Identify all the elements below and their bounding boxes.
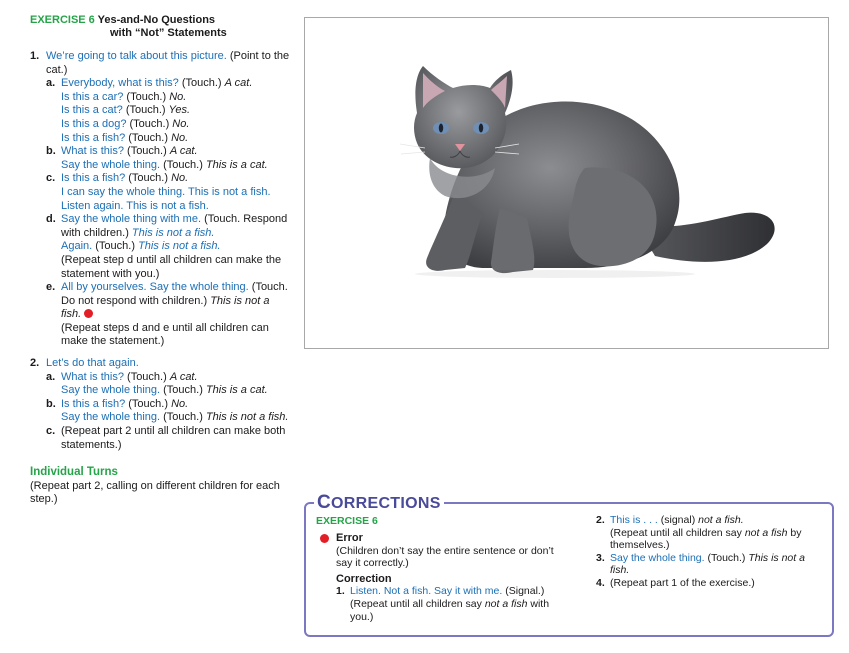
step-1c xyxy=(46,172,290,213)
exercise-title xyxy=(30,14,290,40)
step-2 xyxy=(30,357,290,452)
step-number: 1. xyxy=(30,50,40,62)
line: Is this a dog? (Touch.) No. xyxy=(61,117,190,130)
corrections-exercise-label: EXERCISE 6 xyxy=(316,515,378,527)
correction-step-3: 3. Say the whole thing. (Touch.) This is not a fish. xyxy=(596,551,805,577)
line: Is this a fish? (Touch.) No. xyxy=(61,172,189,185)
step-2b xyxy=(46,398,290,425)
correction-heading: Correction xyxy=(336,572,392,585)
step-1a xyxy=(46,77,290,145)
sub-letter: a. xyxy=(46,370,56,383)
corrections-column-right xyxy=(596,514,824,590)
line: Is this a fish? (Touch.) No. xyxy=(61,397,189,410)
line: Listen again. This is not a fish. xyxy=(61,199,209,212)
instruction-text: (Point to the cat.) xyxy=(46,50,290,76)
left-column xyxy=(30,14,290,507)
correction-step-1: 1. Listen. Not a fish. Say it with me. (Signal.) (Repeat until all children say not a fish with you.) xyxy=(336,585,550,623)
sub-letter: c. xyxy=(46,425,56,438)
correction-steps xyxy=(320,585,565,623)
exercise-number: EXERCISE 6 xyxy=(30,14,95,26)
correction-step-4: 4. (Repeat part 1 of the exercise.) xyxy=(596,576,755,589)
corrections-column-left xyxy=(320,532,565,623)
corrections-box xyxy=(304,492,834,637)
sub-letter: a. xyxy=(46,77,56,90)
line: Again. (Touch.) This is not a fish. xyxy=(61,240,221,253)
step-number: 2. xyxy=(30,357,40,370)
line: What is this? (Touch.) A cat. xyxy=(61,370,198,383)
exercise-title-line1: Yes-and-No Questions xyxy=(97,14,216,26)
sub-letter: b. xyxy=(46,145,56,158)
error-text: (Children don’t say the entire sentence or don’t say it correctly.) xyxy=(336,544,554,570)
correction-step-2: 2. This is . . . (signal) not a fish. (Repeat until all children say not a fish by themselves.) xyxy=(596,514,802,552)
line: Everybody, what is this? (Touch.) A cat. xyxy=(61,77,253,90)
individual-turns-text: (Repeat part 2, calling on different children for each step.) xyxy=(30,479,280,506)
cat-picture-frame xyxy=(304,17,829,349)
line: Say the whole thing. (Touch.) This is not a fish. xyxy=(61,411,289,424)
line: Say the whole thing. (Touch.) This is a cat. xyxy=(61,158,268,171)
exercise-title-line2: with “Not” Statements xyxy=(110,27,227,39)
sub-letter: c. xyxy=(46,172,56,185)
step-1e xyxy=(46,281,290,349)
individual-turns-heading: Individual Turns xyxy=(30,466,118,479)
note: (Repeat step d until all children can make the statement with you.) xyxy=(61,253,282,280)
line: Is this a cat? (Touch.) Yes. xyxy=(61,104,191,117)
step-1d xyxy=(46,213,290,281)
line: Say the whole thing with me. (Touch. Respond with children.) This is not a fish. xyxy=(61,213,288,239)
line: Say the whole thing. (Touch.) This is a cat. xyxy=(61,384,268,397)
sub-letter: d. xyxy=(46,213,56,226)
corrections-title: CORRECTIONS xyxy=(314,494,444,513)
sub-letter: b. xyxy=(46,397,56,410)
error-heading: Error xyxy=(320,532,565,545)
line: All by yourselves. Say the whole thing. (Touch. Do not respond with children.) This is not a fish. xyxy=(61,281,288,321)
sub-letter: e. xyxy=(46,281,56,294)
line: I can say the whole thing. This is not a fish. xyxy=(61,185,271,198)
error-dot-icon xyxy=(320,534,329,543)
step-2a xyxy=(46,371,290,398)
error-dot-icon xyxy=(84,309,93,318)
note: (Repeat part 2 until all children can make both statements.) xyxy=(61,425,286,451)
cat-illustration-icon xyxy=(305,18,828,348)
note: (Repeat steps d and e until all children can make the statement.) xyxy=(61,321,269,348)
step-1 xyxy=(30,50,290,349)
line: Is this a fish? (Touch.) No. xyxy=(61,131,189,144)
script-text: We’re going to talk about this picture. xyxy=(46,50,227,62)
step-1b xyxy=(46,145,290,172)
line: What is this? (Touch.) A cat. xyxy=(61,145,198,158)
line: Is this a car? (Touch.) No. xyxy=(61,90,187,103)
script-text: Let’s do that again. xyxy=(46,357,139,370)
step-2c xyxy=(46,425,290,452)
